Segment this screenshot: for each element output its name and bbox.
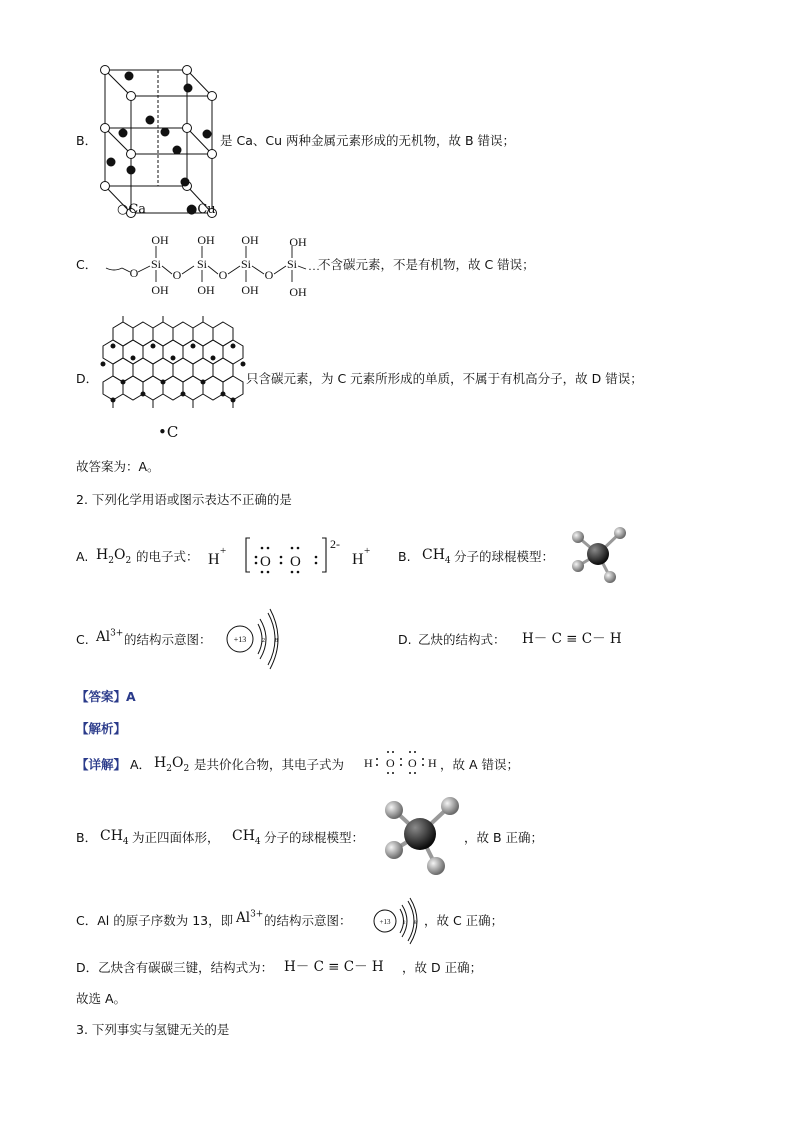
detail-c-mid: 的结构示意图： — [264, 913, 352, 928]
graphene-layer-diagram — [98, 316, 248, 420]
q2-option-b-label: B. — [398, 549, 411, 564]
svg-text:O: O — [408, 756, 417, 770]
detail-conclusion: 故选 A。 — [76, 991, 127, 1006]
al3-ion: $Al^{3+}$ — [96, 628, 124, 645]
option-b-letter: B． — [76, 133, 98, 148]
answer-tag: 【答案】A — [76, 689, 136, 704]
option-b-explanation: 是 Ca、Cu 两种金属元素形成的无机物，故 B 错误； — [220, 133, 516, 148]
silicate-si: Si — [150, 257, 162, 271]
h2o2-electron-formula-detail — [362, 748, 442, 776]
q2-option-c-label: C. — [76, 632, 89, 647]
h2o2-formula: $H_2O_2$ — [96, 547, 132, 566]
shell-1-electrons: 2 — [262, 638, 265, 644]
silicate-oh: OH — [289, 235, 307, 249]
legend-cu: ●Cu — [186, 202, 216, 217]
silicate-o: O — [172, 268, 182, 282]
detail-a-end: ，故 A 错误； — [440, 757, 519, 772]
silicate-o: O — [129, 266, 139, 280]
svg-text:…: … — [308, 259, 320, 273]
q2-option-c-text: 的结构示意图： — [124, 632, 212, 647]
svg-text:+: + — [364, 545, 371, 557]
silicate-chain-structure — [100, 228, 320, 300]
shell-1-electrons: 2 — [403, 921, 406, 926]
silicate-oh: OH — [241, 283, 259, 297]
silicate-oh: OH — [197, 233, 215, 247]
q2-option-d-formula: H－ C ≡ C－ H — [522, 631, 622, 647]
svg-text:H: H — [428, 756, 437, 770]
option-c-explanation: 不含碳元素，不是有机物，故 C 错误； — [318, 257, 535, 272]
detail-tag: 【详解】 — [76, 757, 127, 772]
h2o2-ionic-electron-formula — [206, 532, 376, 576]
ch4-formula-detail: $CH_4$ — [100, 828, 129, 847]
ch4-ball-stick-model-large — [380, 792, 464, 878]
q2-option-d-label: D. — [398, 632, 412, 647]
shell-2-electrons: 8 — [275, 638, 278, 644]
ch4-ball-stick-model-small — [566, 524, 632, 588]
detail-b-end: ，故 B 正确； — [464, 830, 544, 845]
silicate-si: Si — [196, 257, 208, 271]
option-d-letter: D． — [76, 371, 99, 386]
silicate-si: Si — [286, 257, 298, 271]
al3-ion-detail: $Al^{3+}$ — [236, 909, 264, 926]
silicate-oh: OH — [197, 283, 215, 297]
svg-text:O: O — [290, 554, 301, 570]
ch4-formula-detail-2: $CH_4$ — [232, 828, 261, 847]
question-3-stem: 3. 下列事实与氢键无关的是 — [76, 1022, 230, 1037]
nucleus-charge: +13 — [379, 918, 391, 926]
svg-text:H: H — [364, 756, 373, 770]
option-d-explanation: 只含碳元素，为 C 元素所形成的单质，不属于有机高分子，故 D 错误； — [246, 371, 643, 386]
detail-c-end: ，故 C 正确； — [424, 913, 504, 928]
detail-c-prefix: C．Al 的原子序数为 13，即 — [76, 913, 234, 928]
detail-b-mid: 为正四面体形， — [132, 830, 220, 845]
silicate-o: O — [218, 268, 228, 282]
al3-structure-diagram-small — [222, 606, 286, 672]
q2-option-d-text: 乙炔的结构式： — [418, 632, 506, 647]
silicate-oh: OH — [151, 283, 169, 297]
option-c-letter: C． — [76, 257, 98, 272]
q2-option-a-label: A. — [76, 549, 89, 564]
shell-2-electrons: 8 — [414, 921, 417, 926]
question-2-stem: 2. 下列化学用语或图示表达不正确的是 — [76, 492, 292, 507]
ca-cu-crystal-cell-diagram — [95, 58, 225, 224]
silicate-oh: OH — [289, 285, 307, 299]
detail-d-end: ，故 D 正确； — [402, 960, 483, 975]
detail-b-mid2: 分子的球棍模型： — [264, 830, 365, 845]
question-1-answer: 故答案为：A。 — [76, 459, 160, 474]
al3-structure-diagram-detail — [370, 896, 424, 946]
legend-ca: ○Ca — [117, 202, 147, 217]
svg-text:O: O — [386, 756, 395, 770]
svg-text:H: H — [208, 551, 220, 568]
detail-d-text: D．乙炔含有碳碳三键，结构式为： — [76, 960, 274, 975]
analysis-tag: 【解析】 — [76, 721, 127, 736]
nucleus-charge: +13 — [233, 635, 247, 644]
svg-text:2-: 2- — [330, 537, 340, 551]
detail-a-prefix: A． — [130, 757, 152, 772]
q2-option-a-text: 的电子式： — [136, 549, 199, 564]
silicate-oh: OH — [151, 233, 169, 247]
silicate-si: Si — [240, 257, 252, 271]
silicate-oh: OH — [241, 233, 259, 247]
silicate-o: O — [264, 268, 274, 282]
detail-a-mid: 是共价化合物，其电子式为 — [194, 757, 345, 772]
q2-option-b-text: 分子的球棍模型： — [454, 549, 555, 564]
detail-d-formula: H－ C ≡ C－ H — [284, 959, 384, 975]
option-d-legend: •C — [158, 423, 179, 441]
svg-text:H: H — [352, 551, 364, 568]
detail-b-prefix: B． — [76, 830, 98, 845]
h2o2-formula-detail: $H_2O_2$ — [154, 755, 190, 774]
svg-text:O: O — [260, 554, 271, 570]
svg-text:+: + — [220, 545, 227, 557]
ch4-formula: $CH_4$ — [422, 547, 451, 566]
